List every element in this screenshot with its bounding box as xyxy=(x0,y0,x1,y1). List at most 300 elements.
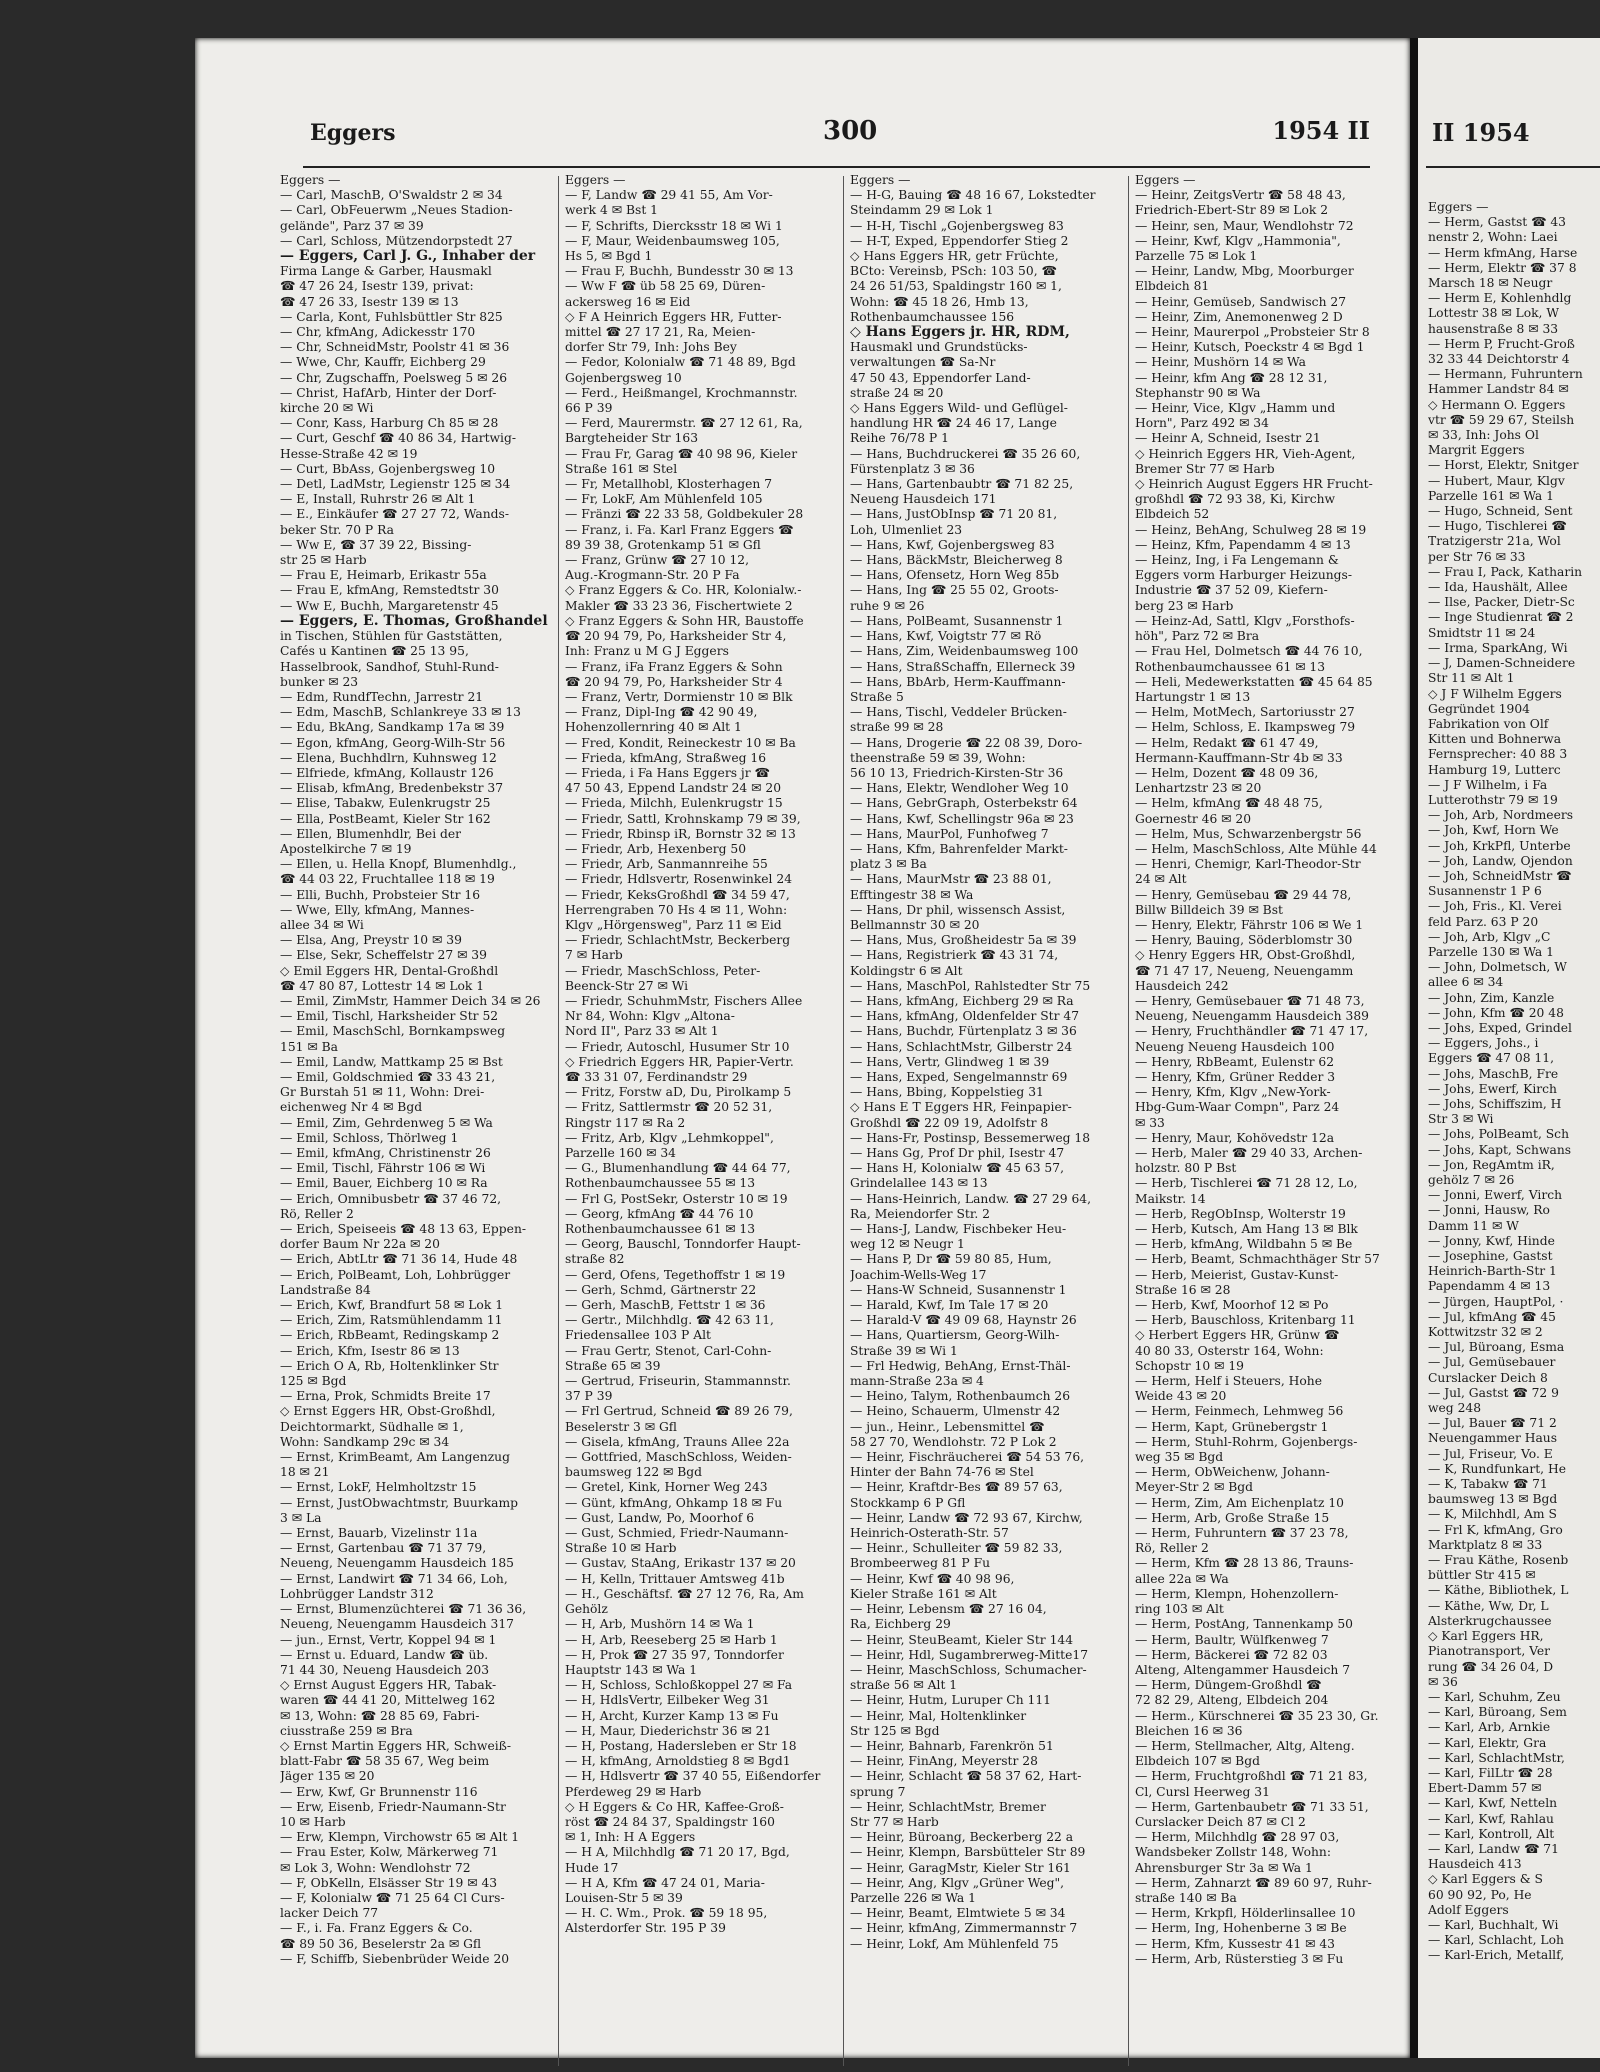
directory-entry: — Jonni, Hausw, Ro xyxy=(1428,1203,1550,1218)
directory-entry: 10 ✉ Harb xyxy=(280,1814,346,1829)
directory-entry: Neueng Hausdeich 171 xyxy=(850,492,997,507)
directory-entry: Bellmannstr 30 ✉ 20 xyxy=(850,917,980,932)
directory-entry: Damm 11 ✉ W xyxy=(1428,1218,1519,1233)
directory-entry: Gojenbergsweg 10 xyxy=(565,370,682,385)
directory-entry: — Henry, Fruchthändler ☎ 71 47 17, xyxy=(1135,1024,1369,1039)
directory-entry: Hausmakl und Grundstücks- xyxy=(850,340,1028,355)
directory-entry: sprung 7 xyxy=(850,1784,906,1799)
directory-entry: — Ferd., Heißmangel, Krochmannstr. xyxy=(565,385,798,400)
directory-entry: weg 248 xyxy=(1428,1401,1482,1416)
directory-entry: — Heinr, sen, Maur, Wendlohstr 72 xyxy=(1135,218,1354,233)
directory-entry: straße 56 ✉ Alt 1 xyxy=(850,1678,958,1693)
directory-entry: dorfer Str 79, Inh: Johs Bey xyxy=(565,340,737,355)
directory-entry: — jun., Heinr., Lebensmittel ☎ xyxy=(850,1419,1045,1434)
directory-entry: Rothenbaumchaussee 61 ✉ 13 xyxy=(1135,659,1326,674)
directory-entry: nenstr 2, Wohn: Laei xyxy=(1428,230,1558,245)
directory-entry: feld Parz. 63 P 20 xyxy=(1428,914,1539,929)
directory-entry: — Elfriede, kfmAng, Kollaustr 126 xyxy=(280,765,494,780)
directory-entry: ◇ Ernst August Eggers HR, Tabak- xyxy=(280,1678,497,1693)
directory-entry: — Emil, Tischl, Harksheider Str 52 xyxy=(280,1009,499,1024)
directory-entry: Apostelkirche 7 ✉ 19 xyxy=(280,841,412,856)
directory-entry: Margrit Eggers xyxy=(1428,443,1525,458)
directory-entry: — Karl, Kwf, Rahlau xyxy=(1428,1811,1554,1826)
directory-entry: — Herm, Kfm, Kussestr 41 ✉ 43 xyxy=(1135,1936,1335,1951)
directory-entry: — Heinr, Beamt, Elmtwiete 5 ✉ 34 xyxy=(850,1906,1066,1921)
directory-entry: — Hans, MaurPol, Funhofweg 7 xyxy=(850,826,1049,841)
directory-entry: — Hans-Heinrich, Landw. ☎ 27 29 64, xyxy=(850,1191,1092,1206)
directory-entry: Hs 5, ✉ Bgd 1 xyxy=(565,249,653,264)
directory-entry: — Hans, Tischl, Veddeler Brücken- xyxy=(850,705,1067,720)
directory-entry: — Herm, Zahnarzt ☎ 89 60 97, Ruhr- xyxy=(1135,1875,1372,1890)
directory-entry: — Emil, Landw, Mattkamp 25 ✉ Bst xyxy=(280,1054,503,1069)
directory-entry: — Elena, Buchhdlrn, Kuhnsweg 12 xyxy=(280,750,497,765)
directory-entry: — H, Kelln, Trittauer Amtsweg 41b xyxy=(565,1571,785,1586)
directory-entry: — Frieda, Milchh, Eulenkrugstr 15 xyxy=(565,796,783,811)
directory-entry: — Hans, SchlachtMstr, Gilberstr 24 xyxy=(850,1039,1073,1054)
directory-entry: — Heinr, FinAng, Meyerstr 28 xyxy=(850,1754,1038,1769)
directory-entry: — Fritz, Forstw aD, Du, Pirolkamp 5 xyxy=(565,1085,792,1100)
directory-entry: — Friedr, Arb, Sanmannreihe 55 xyxy=(565,857,768,872)
directory-entry: — Jul, Friseur, Vo. E xyxy=(1428,1446,1553,1461)
directory-entry: — Herm E, Kohlenhdlg xyxy=(1428,291,1572,306)
directory-entry: — Frau Käthe, Rosenb xyxy=(1428,1553,1569,1568)
directory-entry: mittel ☎ 27 17 21, Ra, Meien- xyxy=(565,325,756,340)
directory-entry: Hesse-Straße 42 ✉ 19 xyxy=(280,446,418,461)
directory-entry: — Chr, SchneidMstr, Poolstr 41 ✉ 36 xyxy=(280,340,510,355)
directory-entry: — Heinr, Lokf, Am Mühlenfeld 75 xyxy=(850,1936,1059,1951)
directory-entry: — Hans, Kwf, Voigtstr 77 ✉ Rö xyxy=(850,629,1042,644)
directory-entry: — Joh, Kwf, Horn We xyxy=(1428,823,1559,838)
directory-entry: — Frau E, kfmAng, Remstedtstr 30 xyxy=(280,583,499,598)
directory-entry: BCto: Vereinsb, PSch: 103 50, ☎ xyxy=(850,264,1057,279)
directory-entry: — Jon, RegAmtm iR, xyxy=(1428,1157,1555,1172)
directory-entry: 89 39 38, Grotenkamp 51 ✉ Gfl xyxy=(565,537,761,552)
directory-entry: — H-H, Tischl „Gojenbergsweg 83 xyxy=(850,218,1064,233)
directory-entry: — Heinr, ZeitgsVertr ☎ 58 48 43, xyxy=(1135,188,1346,203)
directory-entry: — jun., Ernst, Vertr, Koppel 94 ✉ 1 xyxy=(280,1632,497,1647)
directory-entry: str 25 ✉ Harb xyxy=(280,553,367,568)
directory-entry: — Chr, Zugschaffn, Poelsweg 5 ✉ 26 xyxy=(280,370,508,385)
directory-entry: Kieler Straße 161 ✉ Alt xyxy=(850,1586,997,1601)
directory-entry: — Erw, Klempn, Virchowstr 65 ✉ Alt 1 xyxy=(280,1830,520,1845)
directory-entry: Eggers — xyxy=(280,173,341,187)
directory-entry: ☎ 20 94 79, Po, Harksheider Str 4 xyxy=(565,674,783,689)
directory-entry: — Hans, MaurMstr ☎ 23 88 01, xyxy=(850,872,1052,887)
header-name: Eggers xyxy=(310,120,396,146)
directory-entry: Großhdl ☎ 22 09 19, Adolfstr 8 xyxy=(850,1115,1049,1130)
directory-entry: — Ilse, Packer, Dietr-Sc xyxy=(1428,595,1575,610)
directory-entry: — Edm, MaschB, Schlankreye 33 ✉ 13 xyxy=(280,705,521,720)
directory-entry: Ra, Eichberg 29 xyxy=(850,1617,951,1632)
directory-entry: vtr ☎ 59 29 67, Steilsh xyxy=(1428,412,1575,427)
directory-entry: Loh, Ulmenliet 23 xyxy=(850,522,963,537)
directory-entry: ◇ Heinrich August Eggers HR Frucht- xyxy=(1135,477,1373,492)
directory-entry: — Hans H, Kolonialw ☎ 45 63 57, xyxy=(850,1161,1064,1176)
directory-entry: — Hugo, Tischlerei ☎ xyxy=(1428,519,1567,534)
directory-entry: ☎ 47 80 87, Lottestr 14 ✉ Lok 1 xyxy=(280,978,485,993)
directory-entry: — Frl Gertrud, Schneid ☎ 89 26 79, xyxy=(565,1404,793,1419)
directory-entry: Hohenzollernring 40 ✉ Alt 1 xyxy=(565,720,742,735)
directory-entry: kirche 20 ✉ Wi xyxy=(280,401,374,416)
directory-entry: Neueng Neueng Hausdeich 100 xyxy=(1135,1039,1335,1054)
directory-entry: Wohn: Sandkamp 29c ✉ 34 xyxy=(280,1434,450,1449)
directory-entry: — Herm, Elektr ☎ 37 8 xyxy=(1428,260,1577,275)
directory-entry: ◇ Franz Eggers & Sohn HR, Baustoffe xyxy=(565,613,804,628)
directory-entry: — Jonny, Kwf, Hinde xyxy=(1428,1233,1555,1248)
directory-entry: — Henry, Kfm, Klgv „New-York- xyxy=(1135,1085,1331,1100)
directory-entry: büttler Str 415 ✉ xyxy=(1428,1568,1536,1583)
directory-entry: — Irma, SparkAng, Wi xyxy=(1428,640,1568,655)
directory-entry: — Christ, HafArb, Hinter der Dorf- xyxy=(280,385,497,400)
directory-entry: — Herm, Krkpfl, Hölderlinsallee 10 xyxy=(1135,1906,1356,1921)
directory-entry: — Hans, Elektr, Wendloher Weg 10 xyxy=(850,781,1069,796)
directory-entry: — H-G, Bauing ☎ 48 16 67, Lokstedter xyxy=(850,188,1096,203)
directory-entry: — Harald-V ☎ 49 09 68, Haynstr 26 xyxy=(850,1313,1077,1328)
directory-entry: Bargteheider Str 163 xyxy=(565,431,699,446)
directory-entry: — Edu, BkAng, Sandkamp 17a ✉ 39 xyxy=(280,720,505,735)
directory-entry: 24 26 51/53, Spaldingstr 160 ✉ 1, xyxy=(850,279,1062,294)
directory-entry: — Fred, Kondit, Reineckestr 10 ✉ Ba xyxy=(565,735,796,750)
directory-entry: — Hans, JustObInsp ☎ 71 20 81, xyxy=(850,507,1058,522)
directory-entry: ◇ Karl Eggers & S xyxy=(1428,1872,1543,1887)
directory-entry: Hammer Landstr 84 ✉ xyxy=(1428,382,1569,397)
directory-entry: — Fritz, Arb, Klgv „Lehmkoppel", xyxy=(565,1130,774,1145)
directory-entry: Pianotransport, Ver xyxy=(1428,1644,1551,1659)
directory-entry: Hinter der Bahn 74-76 ✉ Stel xyxy=(850,1465,1034,1480)
directory-entry: Eggers ☎ 47 08 11, xyxy=(1428,1051,1554,1066)
column-divider xyxy=(558,176,559,2066)
directory-entry: — Helm, Mus, Schwarzenbergstr 56 xyxy=(1135,826,1362,841)
directory-entry: lacker Deich 77 xyxy=(280,1906,379,1921)
directory-entry: Lottestr 38 ✉ Lok, W xyxy=(1428,306,1560,321)
directory-entry: — Hans, StraßSchaffn, Ellerneck 39 xyxy=(850,659,1076,674)
directory-entry: — H, Hdlsvertr ☎ 37 40 55, Eißendorfer xyxy=(565,1769,821,1784)
directory-entry: Alsterdorfer Str. 195 P 39 xyxy=(565,1921,726,1936)
directory-entry: Lenhartzstr 23 ✉ 20 xyxy=(1135,781,1262,796)
directory-entry: ring 103 ✉ Alt xyxy=(1135,1602,1224,1617)
directory-entry: dorfer Baum Nr 22a ✉ 20 xyxy=(280,1237,440,1252)
directory-entry: holzstr. 80 P Bst xyxy=(1135,1161,1237,1176)
directory-entry: — Heinr, Hutm, Luruper Ch 111 xyxy=(850,1693,1051,1708)
directory-entry: — Friedr, KeksGroßhdl ☎ 34 59 47, xyxy=(565,887,790,902)
directory-entry: — Josephine, Gastst xyxy=(1428,1249,1553,1264)
directory-entry: Koldingstr 6 ✉ Alt xyxy=(850,963,963,978)
directory-entry: — John, Dolmetsch, W xyxy=(1428,960,1567,975)
directory-entry: — Heinr, Bahnarb, Farenkrön 51 xyxy=(850,1738,1054,1753)
directory-entry: — Emil, Schloss, Thörlweg 1 xyxy=(280,1130,459,1145)
directory-entry: ◇ Hans Eggers HR, getr Früchte, xyxy=(850,249,1059,264)
directory-entry: blatt-Fabr ☎ 58 35 67, Weg beim xyxy=(280,1754,490,1769)
directory-entry: — Franz, i. Fa. Karl Franz Eggers ☎ xyxy=(565,522,794,537)
directory-entry: — Heli, Medewerkstatten ☎ 45 64 85 xyxy=(1135,674,1373,689)
directory-entry: ◇ H Eggers & Co HR, Kaffee-Groß- xyxy=(565,1799,784,1814)
directory-entry: ◇ Hermann O. Eggers xyxy=(1428,397,1566,412)
directory-entry: — Emil, Bauer, Eichberg 10 ✉ Ra xyxy=(280,1176,488,1191)
directory-entry: Aug.-Krogmann-Str. 20 P Fa xyxy=(565,568,740,583)
directory-entry: ◇ Ernst Martin Eggers HR, Schweiß- xyxy=(280,1738,512,1753)
directory-entry: Hude 17 xyxy=(565,1860,619,1875)
directory-entry: Eggers — xyxy=(565,173,626,187)
directory-entry: — Karl, Arb, Arnkie xyxy=(1428,1720,1551,1735)
directory-entry: Brombeerweg 81 P Fu xyxy=(850,1556,991,1571)
directory-entry: ◇ Karl Eggers HR, xyxy=(1428,1629,1544,1644)
directory-entry: — Karl, FilLtr ☎ 28 xyxy=(1428,1765,1553,1780)
directory-column-1 xyxy=(280,173,556,1967)
directory-entry: — H, Prok ☎ 27 35 97, Tonndorfer xyxy=(565,1647,784,1662)
directory-entry: Hamburg 19, Lutterc xyxy=(1428,762,1561,777)
directory-entry: — H A, Milchhdlg ☎ 71 20 17, Bgd, xyxy=(565,1845,790,1860)
directory-entry: Straße 39 ✉ Wi 1 xyxy=(850,1343,958,1358)
directory-entry: — Herm, Fuhruntern ☎ 37 23 78, xyxy=(1135,1526,1349,1541)
directory-entry: — Herm, Gartenbaubetr ☎ 71 33 51, xyxy=(1135,1799,1369,1814)
directory-entry: — Heinr, Kwf ☎ 40 98 96, xyxy=(850,1571,1015,1586)
directory-entry: — Herm, Klempn, Hohenzollern- xyxy=(1135,1586,1339,1601)
directory-entry: — Friedr, Sattl, Krohnskamp 79 ✉ 39, xyxy=(565,811,801,826)
directory-entry: Fürstenplatz 3 ✉ 36 xyxy=(850,461,975,476)
directory-entry: Louisen-Str 5 ✉ 39 xyxy=(565,1890,683,1905)
directory-column-3 xyxy=(850,173,1126,1952)
directory-entry: — Henry, RbBeamt, Eulenstr 62 xyxy=(1135,1054,1335,1069)
directory-entry: Weide 43 ✉ 20 xyxy=(1135,1389,1227,1404)
directory-entry: Nord II", Parz 33 ✉ Alt 1 xyxy=(565,1024,719,1039)
directory-entry: ✉ Lok 3, Wohn: Wendlohstr 72 xyxy=(280,1860,471,1875)
directory-entry: — Erich, Kwf, Brandfurt 58 ✉ Lok 1 xyxy=(280,1298,504,1313)
directory-entry: ◇ Henry Eggers HR, Obst-Großhdl, xyxy=(1135,948,1356,963)
directory-entry: — Else, Sekr, Scheffelstr 27 ✉ 39 xyxy=(280,948,487,963)
directory-entry: Neuengammer Haus xyxy=(1428,1431,1558,1446)
directory-entry: ☎ 47 26 33, Isestr 139 ✉ 13 xyxy=(280,294,459,309)
directory-entry: — Heinz, Ing, i Fa Lengemann & xyxy=(1135,553,1339,568)
directory-entry: — Karl, Schuhm, Zeu xyxy=(1428,1689,1561,1704)
directory-entry: Neueng, Neuengamm Hausdeich 389 xyxy=(1135,1009,1369,1024)
directory-entry: ☎ 20 94 79, Po, Harksheider Str 4, xyxy=(565,629,787,644)
directory-entry: weg 12 ✉ Neugr 1 xyxy=(850,1237,965,1252)
directory-entry: eichenweg Nr 4 ✉ Bgd xyxy=(280,1100,423,1115)
directory-entry: — J, Damen-Schneidere xyxy=(1428,656,1576,671)
directory-entry: 7 ✉ Harb xyxy=(565,948,623,963)
next-page-column xyxy=(1428,200,1600,1964)
directory-entry: Smidtstr 11 ✉ 24 xyxy=(1428,625,1536,640)
directory-entry: — Heinr, Fischräucherei ☎ 54 53 76, xyxy=(850,1450,1085,1465)
directory-entry: — Herb, Maler ☎ 29 40 33, Archen- xyxy=(1135,1146,1363,1160)
directory-entry: Elbdeich 107 ✉ Bgd xyxy=(1135,1754,1260,1769)
directory-entry: Straße 65 ✉ 39 xyxy=(565,1358,661,1373)
directory-entry: — Hans-Fr, Postinsp, Bessemerweg 18 xyxy=(850,1130,1091,1145)
directory-entry: — Jul, Gemüsebauer xyxy=(1428,1355,1556,1370)
directory-entry: — Emil, kfmAng, Christinenstr 26 xyxy=(280,1146,491,1160)
directory-entry: — Henri, Chemigr, Karl-Theodor-Str xyxy=(1135,857,1361,872)
directory-entry: ◇ Herbert Eggers HR, Grünw ☎ xyxy=(1135,1328,1340,1343)
directory-entry: ✉ 33 xyxy=(1135,1115,1165,1130)
directory-entry: — Hans, kfmAng, Eichberg 29 ✉ Ra xyxy=(850,993,1074,1008)
directory-entry: — Ella, PostBeamt, Kieler Str 162 xyxy=(280,811,491,826)
directory-entry: 72 82 29, Alteng, Elbdeich 204 xyxy=(1135,1693,1329,1708)
directory-entry: — Herm, Fruchtgroßhdl ☎ 71 21 83, xyxy=(1135,1769,1368,1784)
directory-entry: Susannenstr 1 P 6 xyxy=(1428,884,1542,899)
directory-entry: — Gust, Landw, Po, Moorhof 6 xyxy=(565,1510,755,1525)
directory-entry: — Emil, Goldschmied ☎ 33 43 21, xyxy=(280,1069,496,1084)
directory-entry: — Friedr, Hdlsvertr, Rosenwinkel 24 xyxy=(565,872,793,887)
directory-entry: — Erw, Kwf, Gr Brunnenstr 116 xyxy=(280,1784,478,1799)
directory-entry: — Gertrud, Friseurin, Stammannstr. xyxy=(565,1374,791,1389)
directory-entry: — Heinr, Klempn, Barsbütteler Str 89 xyxy=(850,1845,1086,1860)
directory-entry: — Elli, Buchh, Probsteier Str 16 xyxy=(280,887,481,902)
directory-entry: — Helm, Dozent ☎ 48 09 36, xyxy=(1135,765,1319,780)
directory-entry: — Heinr, GaragMstr, Kieler Str 161 xyxy=(850,1860,1071,1875)
directory-entry: 47 50 43, Eppendorfer Land- xyxy=(850,370,1031,385)
directory-entry: ◇ Hans E T Eggers HR, Feinpapier- xyxy=(850,1100,1072,1115)
directory-entry: — Herm, Baultr, Wülfkenweg 7 xyxy=(1135,1632,1329,1647)
directory-entry: — H. C. Wm., Prok. ☎ 59 18 95, xyxy=(565,1906,768,1921)
directory-entry: ◇ Franz Eggers & Co. HR, Kolonialw.- xyxy=(565,583,802,598)
directory-entry: — Herm, Arb, Große Straße 15 xyxy=(1135,1510,1330,1525)
directory-entry: — Erich, AbtLtr ☎ 71 36 14, Hude 48 xyxy=(280,1252,518,1267)
directory-entry: — Herb, Meierist, Gustav-Kunst- xyxy=(1135,1267,1339,1282)
directory-entry: — Henry, Maur, Kohövedstr 12a xyxy=(1135,1130,1335,1145)
directory-entry: Maikstr. 14 xyxy=(1135,1191,1206,1206)
directory-entry: per Str 76 ✉ 33 xyxy=(1428,549,1526,564)
directory-entry: — Ernst, Bauarb, Vizelinstr 11a xyxy=(280,1526,478,1541)
directory-entry: hausenstraße 8 ✉ 33 xyxy=(1428,321,1559,336)
directory-entry: — Gust, Schmied, Friedr-Naumann- xyxy=(565,1526,789,1541)
directory-entry: Hasselbrook, Sandhof, Stuhl-Rund- xyxy=(280,659,499,674)
directory-entry: Str 77 ✉ Harb xyxy=(850,1814,939,1829)
directory-entry: — Eggers, E. Thomas, Großhandel xyxy=(280,613,548,629)
directory-entry: Alteng, Altengammer Hausdeich 7 xyxy=(1135,1662,1351,1677)
directory-entry: Inh: Franz u M G J Eggers xyxy=(565,644,729,659)
directory-entry: — Gisela, kfmAng, Trauns Allee 22a xyxy=(565,1434,790,1449)
directory-entry: — F, Maur, Weidenbaumsweg 105, xyxy=(565,233,780,248)
directory-entry: — Herb, kfmAng, Wildbahn 5 ✉ Be xyxy=(1135,1237,1353,1252)
directory-entry: Eggers — xyxy=(1428,200,1489,214)
directory-entry: — Frieda, i Fa Hans Eggers jr ☎ xyxy=(565,765,770,780)
directory-entry: — Friedr, SchlachtMstr, Beckerberg xyxy=(565,933,791,948)
directory-entry: — Frau Hel, Dolmetsch ☎ 44 76 10, xyxy=(1135,644,1363,659)
directory-entry: — Johs, Ewerf, Kirch xyxy=(1428,1081,1557,1096)
directory-entry: — Heinr, kfmAng, Zimmermannstr 7 xyxy=(850,1921,1078,1936)
directory-entry: — Heino, Talym, Rothenbaumch 26 xyxy=(850,1389,1071,1404)
directory-entry: Hausdeich 413 xyxy=(1428,1857,1522,1872)
directory-entry: — Hans, Ofensetz, Horn Weg 85b xyxy=(850,568,1060,583)
directory-entry: Gegründet 1904 xyxy=(1428,701,1530,716)
directory-entry: Kottwitzstr 32 ✉ 2 xyxy=(1428,1325,1543,1340)
directory-entry: allee 34 ✉ Wi xyxy=(280,917,364,932)
directory-entry: — Herm P, Frucht-Groß xyxy=(1428,336,1575,351)
directory-entry: — Heinr, Zim, Anemonenweg 2 D xyxy=(1135,309,1343,324)
directory-entry: — Elsa, Ang, Preystr 10 ✉ 39 xyxy=(280,933,462,948)
directory-entry: — Käthe, Ww, Dr, L xyxy=(1428,1598,1549,1613)
directory-entry: 71 44 30, Neueng Hausdeich 203 xyxy=(280,1662,490,1677)
directory-entry: Klgv „Hörgensweg", Parz 11 ✉ Eid xyxy=(565,917,782,932)
directory-entry: — Heinr, Landw ☎ 72 93 67, Kirchw, xyxy=(850,1510,1083,1525)
directory-entry: — Erich, RbBeamt, Redingskamp 2 xyxy=(280,1328,500,1343)
directory-entry: — Karl, SchlachtMstr, xyxy=(1428,1750,1565,1765)
directory-entry: ackersweg 16 ✉ Eid xyxy=(565,294,691,309)
directory-entry: Stephanstr 90 ✉ Wa xyxy=(1135,385,1261,400)
directory-entry: — Hans, BäckMstr, Bleicherweg 8 xyxy=(850,553,1063,568)
directory-entry: — Gustav, StaAng, Erikastr 137 ✉ 20 xyxy=(565,1556,796,1571)
directory-entry: — Erich, Speiseeis ☎ 48 13 63, Eppen- xyxy=(280,1222,527,1237)
directory-entry: Industrie ☎ 37 52 09, Kiefern- xyxy=(1135,583,1328,598)
directory-entry: — Emil, Zim, Gehrdenweg 5 ✉ Wa xyxy=(280,1115,493,1130)
directory-entry: — H, Postang, Hadersleben er Str 18 xyxy=(565,1738,797,1753)
directory-entry: — Herm, Bäckerei ☎ 72 82 03 xyxy=(1135,1647,1328,1662)
directory-entry: — Ww F ☎ üb 58 25 69, Düren- xyxy=(565,279,766,294)
directory-entry: Cl, Cursl Heerweg 31 xyxy=(1135,1784,1270,1799)
directory-entry: Parzelle 130 ✉ Wa 1 xyxy=(1428,944,1554,959)
directory-entry: Firma Lange & Garber, Hausmakl xyxy=(280,264,492,279)
directory-entry: — H, Arb, Reeseberg 25 ✉ Harb 1 xyxy=(565,1632,778,1647)
directory-entry: Heinrich-Osterath-Str. 57 xyxy=(850,1526,1009,1541)
directory-entry: — Heinr, SchlachtMstr, Bremer xyxy=(850,1799,1046,1814)
directory-entry: 40 80 33, Osterstr 164, Wohn: xyxy=(1135,1343,1324,1358)
directory-entry: gehölz 7 ✉ 26 xyxy=(1428,1173,1515,1187)
directory-entry: — Erna, Prok, Schmidts Breite 17 xyxy=(280,1389,491,1404)
directory-entry: 47 50 43, Eppend Landstr 24 ✉ 20 xyxy=(565,781,782,796)
directory-entry: Ringstr 117 ✉ Ra 2 xyxy=(565,1115,686,1130)
directory-entry: — F, ObKelln, Elsässer Str 19 ✉ 43 xyxy=(280,1875,498,1890)
directory-entry: Lutterothstr 79 ✉ 19 xyxy=(1428,792,1558,807)
directory-entry: werk 4 ✉ Bst 1 xyxy=(565,203,659,218)
directory-entry: — Helm, MaschSchloss, Alte Mühle 44 xyxy=(1135,841,1377,856)
directory-entry: — Karl, Elektr, Gra xyxy=(1428,1735,1547,1750)
directory-entry: — Herb, Tischlerei ☎ 71 28 12, Lo, xyxy=(1135,1176,1358,1191)
directory-entry: ◇ J F Wilhelm Eggers xyxy=(1428,686,1562,701)
directory-entry: — Heinz-Ad, Sattl, Klgv „Forsthofs- xyxy=(1135,613,1355,628)
directory-entry: — Herm, Feinmech, Lehmweg 56 xyxy=(1135,1404,1344,1419)
directory-entry: — Erich O A, Rb, Holtenklinker Str xyxy=(280,1358,499,1373)
directory-entry: — Erw, Eisenb, Friedr-Naumann-Str xyxy=(280,1799,506,1814)
directory-entry: — Heinr, Schlacht ☎ 58 37 62, Hart- xyxy=(850,1769,1082,1784)
directory-entry: — Herm, Kapt, Grünebergstr 1 xyxy=(1135,1419,1329,1434)
directory-entry: — Hans-W Schneid, Susannenstr 1 xyxy=(850,1282,1067,1297)
directory-entry: — Horst, Elektr, Snitger xyxy=(1428,458,1579,473)
directory-entry: Horn", Parz 492 ✉ 34 xyxy=(1135,416,1269,431)
directory-entry: ☎ 33 31 07, Ferdinandstr 29 xyxy=(565,1069,748,1084)
directory-entry: — Herm, ObWeichenw, Johann- xyxy=(1135,1465,1330,1480)
directory-entry: — Johs, MaschB, Fre xyxy=(1428,1066,1559,1081)
directory-entry: Wandsbeker Zollstr 148, Wohn: xyxy=(1135,1845,1331,1860)
directory-entry: — F., i. Fa. Franz Eggers & Co. xyxy=(280,1921,473,1936)
directory-entry: — K, Rundfunkart, He xyxy=(1428,1461,1566,1476)
directory-entry: — Hans, Zim, Weidenbaumsweg 100 xyxy=(850,644,1079,659)
directory-entry: — K, Milchhdl, Am S xyxy=(1428,1507,1557,1522)
directory-entry: — F, Schrifts, Diercksstr 18 ✉ Wi 1 xyxy=(565,218,783,233)
directory-entry: Rö, Reller 2 xyxy=(1135,1541,1209,1556)
directory-entry: Fernsprecher: 40 88 3 xyxy=(1428,747,1568,762)
directory-entry: Herrengraben 70 Hs 4 ✉ 11, Wohn: xyxy=(565,902,788,917)
directory-entry: ✉ 1, Inh: H A Eggers xyxy=(565,1830,696,1845)
directory-entry: 60 90 92, Po, He xyxy=(1428,1887,1532,1902)
directory-entry: — John, Kfm ☎ 20 48 xyxy=(1428,1005,1564,1020)
directory-entry: — Hans, Ing ☎ 25 55 02, Groots- xyxy=(850,583,1059,598)
directory-entry: — Wwe, Elly, kfmAng, Mannes- xyxy=(280,902,475,917)
directory-entry: 125 ✉ Bgd xyxy=(280,1374,347,1389)
directory-entry: — Hans, Bbing, Koppelstieg 31 xyxy=(850,1085,1044,1100)
page-header xyxy=(195,102,1410,146)
directory-entry: — Eggers, Carl J. G., Inhaber der xyxy=(280,249,536,265)
directory-entry: ☎ 44 03 22, Fruchtallee 118 ✉ 19 xyxy=(280,872,495,887)
directory-entry: Hausdeich 242 xyxy=(1135,978,1229,993)
directory-entry: Str 125 ✉ Bgd xyxy=(850,1723,940,1738)
directory-entry: — Hans, Buchdruckerei ☎ 35 26 60, xyxy=(850,446,1081,461)
directory-entry: — E, Install, Ruhrstr 26 ✉ Alt 1 xyxy=(280,492,476,507)
directory-entry: Curslacker Deich 87 ✉ Cl 2 xyxy=(1135,1814,1306,1829)
directory-entry: — Ernst, Landwirt ☎ 71 34 66, Loh, xyxy=(280,1571,508,1586)
directory-entry: 58 27 70, Wendlohstr. 72 P Lok 2 xyxy=(850,1434,1057,1449)
directory-entry: Pferdeweg 29 ✉ Harb xyxy=(565,1784,702,1799)
directory-entry: — Gretel, Kink, Horner Weg 243 xyxy=(565,1480,768,1495)
